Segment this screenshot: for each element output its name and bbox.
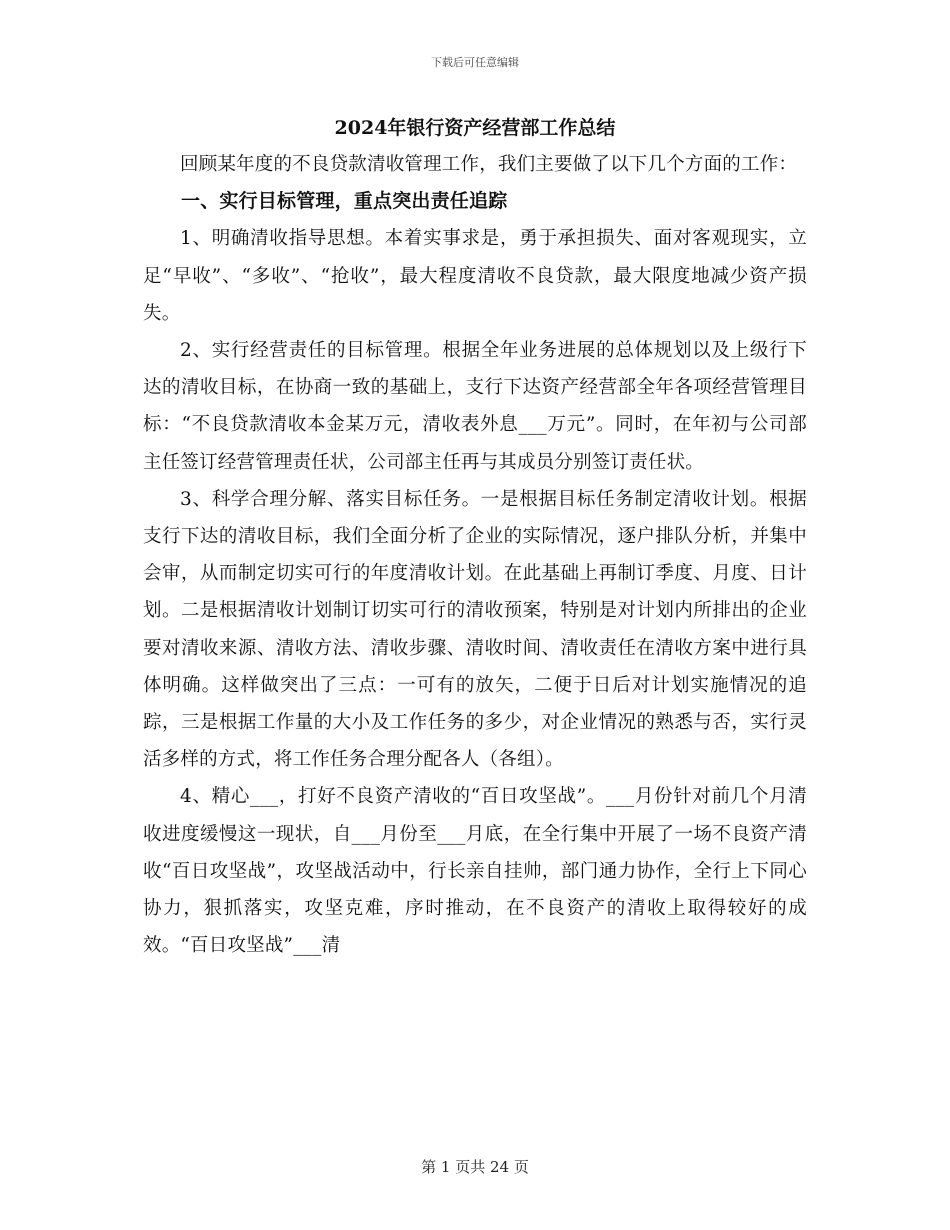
paragraph-1: 1、明确清收指导思想。本着实事求是，勇于承担损失、面对客观现实，立足“早收”、“多收”、“抢收”，最大程度清收不良贷款，最大限度地减少资产损失。 — [143, 228, 807, 324]
section-heading: 一、实行目标管理，重点突出责任追踪 — [181, 190, 508, 213]
document-title: 2024年银行资产经营部工作总结 — [334, 117, 616, 139]
paragraph-4: 4、精心___，打好不良资产清收的“百日攻坚战”。___月份针对前几个月清收进度缓慢这一现状，自___月份至___月底，在全行集中开展了一场不良资产清收“百日攻坚战”，攻坚战活动中，行长亲自挂帅，部门通力协作，全行上下同心协力，狠抓落实，攻坚克难，序时推动，在不良资产的清收上取得较好的成效。“百日攻坚战”___清 — [143, 786, 807, 957]
intro-paragraph: 回顾某年度的不良贷款清收管理工作，我们主要做了以下几个方面的工作： — [180, 154, 798, 175]
paragraph-3: 3、科学合理分解、落实目标任务。一是根据目标任务制定清收计划。根据支行下达的清收目标，我们全面分析了企业的实际情况，逐户排队分析，并集中会审，从而制定切实可行的年度清收计划。在此基础上再制订季度、月度、日计划。二是根据清收计划制订切实可行的清收预案，特别是对计划内所排出的企业要对清收来源、清收方法、清收步骤、清收时间、清收责任在清收方案中进行具体明确。这样做突出了三点：一可有的放矢，二便于日后对计划实施情况的追踪，三是根据工作量的大小及工作任务的多少，对企业情况的熟悉与否，实行灵活多样的方式，将工作任务合理分配各人（各组）。 — [143, 488, 807, 771]
download-edit-note: 下载后可任意编辑 — [431, 56, 519, 69]
document-body — [143, 146, 807, 964]
page-number: 第 1 页共 24 页 — [421, 1158, 529, 1176]
paragraph-2: 2、实行经营责任的目标管理。根据全年业务进展的总体规划以及上级行下达的清收目标，在协商一致的基础上，支行下达资产经营部全年各项经营管理目标：“不良贷款清收本金某万元，清收表外息___万元”。同时，在年初与公司部主任签订经营管理责任状，公司部主任再与其成员分别签订责任状。 — [143, 340, 807, 473]
